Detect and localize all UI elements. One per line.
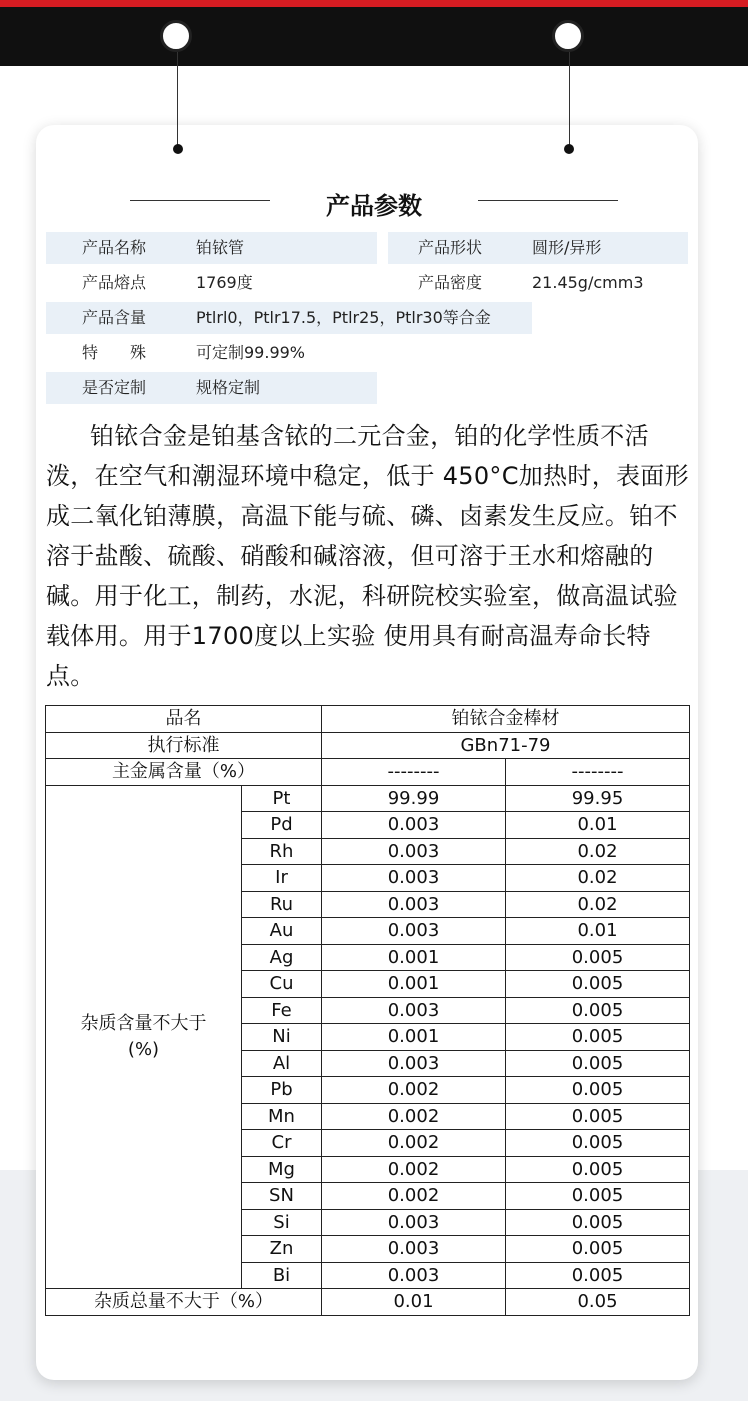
element-cell: Bi	[242, 1262, 322, 1289]
grade2-value-cell: 0.005	[506, 1024, 690, 1051]
element-cell: Au	[242, 918, 322, 945]
main-metal-col1-cell: --------	[322, 759, 506, 786]
composition-table	[45, 705, 690, 1316]
grade2-value-cell: 0.005	[506, 997, 690, 1024]
param-label: 产品熔点	[81, 273, 146, 292]
param-melting-point	[46, 267, 377, 299]
grade2-value-cell: 0.005	[506, 1209, 690, 1236]
table-row	[46, 1289, 690, 1316]
element-cell: SN	[242, 1183, 322, 1210]
param-value: Ptlrl0，Ptlr17.5，Ptlr25，Ptlr30等合金	[196, 308, 491, 327]
element-cell: Mn	[242, 1103, 322, 1130]
grade2-value-cell: 0.005	[506, 944, 690, 971]
grade2-value-cell: 0.005	[506, 1236, 690, 1263]
element-cell: Ag	[242, 944, 322, 971]
element-cell: Cr	[242, 1130, 322, 1157]
table-row	[46, 732, 690, 759]
grade1-value-cell: 0.002	[322, 1130, 506, 1157]
section-header	[130, 182, 618, 222]
element-cell: Al	[242, 1050, 322, 1077]
grade1-value-cell: 0.003	[322, 812, 506, 839]
param-label: 产品形状	[417, 238, 482, 257]
hanging-string-left	[177, 52, 178, 148]
title-divider-right	[478, 200, 618, 201]
element-cell: Cu	[242, 971, 322, 998]
grade1-value-cell: 0.003	[322, 1209, 506, 1236]
grade2-value-cell: 0.02	[506, 838, 690, 865]
grade2-value-cell: 0.005	[506, 1050, 690, 1077]
param-value: 1769度	[196, 273, 253, 292]
table-row	[46, 706, 690, 733]
param-label: 产品含量	[81, 308, 146, 327]
param-value: 可定制99.99%	[196, 343, 306, 362]
grade1-value-cell: 0.003	[322, 865, 506, 892]
total-grade1-cell: 0.01	[322, 1289, 506, 1316]
grade1-value-cell: 0.003	[322, 1050, 506, 1077]
grade1-value-cell: 0.003	[322, 838, 506, 865]
param-value: 圆形/异形	[532, 238, 602, 257]
element-cell: Ir	[242, 865, 322, 892]
grade2-value-cell: 0.005	[506, 1156, 690, 1183]
element-cell: Pd	[242, 812, 322, 839]
param-value: 铂铱管	[196, 238, 245, 257]
grade2-value-cell: 0.005	[506, 1130, 690, 1157]
param-value: 21.45g/cmm3	[532, 273, 644, 292]
element-cell: Ru	[242, 891, 322, 918]
product-label-cell: 品名	[46, 706, 322, 733]
red-stripe	[0, 0, 748, 7]
grade2-value-cell: 0.005	[506, 1103, 690, 1130]
total-grade2-cell: 0.05	[506, 1289, 690, 1316]
grade1-value-cell: 0.001	[322, 1024, 506, 1051]
param-product-name	[46, 232, 377, 264]
grade1-value-cell: 0.003	[322, 1262, 506, 1289]
grade2-value-cell: 0.02	[506, 891, 690, 918]
param-content	[46, 302, 532, 334]
param-label: 是否定制	[81, 378, 146, 397]
hanging-ring-right-icon	[552, 20, 584, 52]
grade1-value-cell: 0.003	[322, 997, 506, 1024]
grade2-value-cell: 0.005	[506, 1183, 690, 1210]
element-cell: Rh	[242, 838, 322, 865]
grade2-value-cell: 99.95	[506, 785, 690, 812]
param-product-shape	[388, 232, 688, 264]
grade1-value-cell: 0.001	[322, 971, 506, 998]
param-label: 产品密度	[417, 273, 482, 292]
grade1-value-cell: 0.002	[322, 1103, 506, 1130]
hanging-string-right	[569, 52, 570, 148]
param-special	[46, 337, 377, 369]
element-cell: Zn	[242, 1236, 322, 1263]
grade1-value-cell: 0.003	[322, 918, 506, 945]
main-metal-col2-cell: --------	[506, 759, 690, 786]
pin-right-icon	[564, 144, 574, 154]
main-metal-label-cell: 主金属含量（%）	[46, 759, 322, 786]
grade2-value-cell: 0.01	[506, 918, 690, 945]
impurity-label-cell: 杂质含量不大于 (%)	[46, 785, 242, 1289]
grade1-value-cell: 99.99	[322, 785, 506, 812]
product-value-cell: 铂铱合金棒材	[322, 706, 690, 733]
product-description: 铂铱合金是铂基含铱的二元合金，铂的化学性质不活泼，在空气和潮湿环境中稳定，低于 450°C加热时，表面形成二氧化铂薄膜，高温下能与硫、磷、卤素发生反应。铂不溶于盐酸、硫酸、硝酸和碱溶液，但可溶于王水和熔融的碱。用于化工，制药，水泥，科研院校实验室，做高温试验载体用。用于1700度以上实验 使用具有耐高温寿命长特点。	[46, 422, 689, 690]
param-label: 特 殊	[81, 343, 146, 362]
grade2-value-cell: 0.005	[506, 1262, 690, 1289]
element-cell: Fe	[242, 997, 322, 1024]
element-cell: Si	[242, 1209, 322, 1236]
grade2-value-cell: 0.01	[506, 812, 690, 839]
table-row	[46, 759, 690, 786]
grade1-value-cell: 0.002	[322, 1183, 506, 1210]
grade1-value-cell: 0.002	[322, 1156, 506, 1183]
top-banner	[0, 0, 748, 66]
param-customization	[46, 372, 377, 404]
standard-label-cell: 执行标准	[46, 732, 322, 759]
element-cell: Mg	[242, 1156, 322, 1183]
standard-value-cell: GBn71-79	[322, 732, 690, 759]
grade1-value-cell: 0.002	[322, 1077, 506, 1104]
grade2-value-cell: 0.02	[506, 865, 690, 892]
param-density	[388, 267, 688, 299]
element-cell: Pt	[242, 785, 322, 812]
table-row	[46, 785, 690, 812]
param-label: 产品名称	[81, 238, 146, 257]
grade1-value-cell: 0.003	[322, 891, 506, 918]
param-value: 规格定制	[196, 378, 261, 397]
grade1-value-cell: 0.001	[322, 944, 506, 971]
grade2-value-cell: 0.005	[506, 1077, 690, 1104]
total-impurity-label-cell: 杂质总量不大于（%）	[46, 1289, 322, 1316]
hanging-ring-left-icon	[160, 20, 192, 52]
element-cell: Pb	[242, 1077, 322, 1104]
pin-left-icon	[173, 144, 183, 154]
section-title: 产品参数	[326, 192, 422, 220]
element-cell: Ni	[242, 1024, 322, 1051]
grade2-value-cell: 0.005	[506, 971, 690, 998]
grade1-value-cell: 0.003	[322, 1236, 506, 1263]
